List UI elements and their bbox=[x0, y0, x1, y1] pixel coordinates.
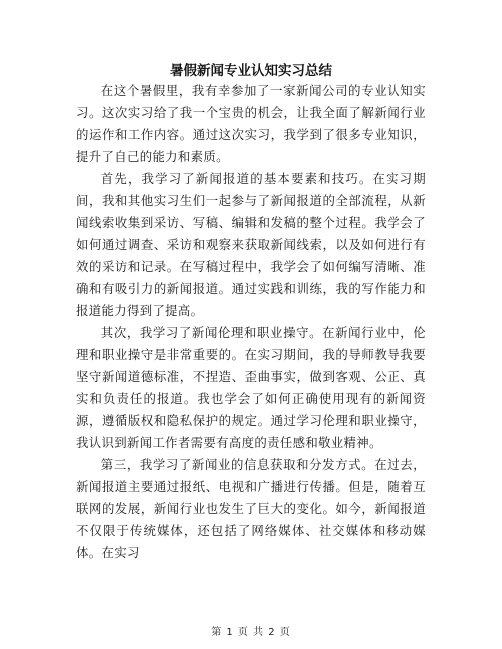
paragraph-third: 第三，我学习了新闻业的信息获取和分发方式。在过去，新闻报道主要通过报纸、电视和广播进行传播。但是，随着互联网的发展，新闻行业也发生了巨大的变化。如今，新闻报道不仅限于传统媒体，还包括了网络媒体、社交媒体和移动媒体。在实习 bbox=[76, 457, 426, 560]
paragraph-intro: 在这个暑假里，我有幸参加了一家新闻公司的专业认知实习。这次实习给了我一个宝贵的机会，让我全面了解新闻行业的运作和工作内容。通过这次实习，我学到了很多专业知识，提升了自己的能力和素质。 bbox=[76, 83, 426, 164]
document-title: 暑假新闻专业认知实习总结 bbox=[170, 63, 332, 79]
document-body bbox=[76, 80, 426, 564]
paragraph-first: 首先，我学习了新闻报道的基本要素和技巧。在实习期间，我和其他实习生们一起参与了新闻报道的全部流程，从新闻线索收集到采访、写稿、编辑和发稿的整个过程。我学会了如何通过调查、采访和观察来获取新闻线索，以及如何进行有效的采访和记录。在写稿过程中，我学会了如何编写清晰、准确和有吸引力的新闻报道。通过实践和训练，我的写作能力和报道能力得到了提高。 bbox=[76, 171, 426, 318]
paragraph-second: 其次，我学习了新闻伦理和职业操守。在新闻行业中，伦理和职业操守是非常重要的。在实习期间，我的导师教导我要坚守新闻道德标准，不捏造、歪曲事实，做到客观、公正、真实和负责任的报道。我也学会了如何正确使用现有的新闻资源，遵循版权和隐私保护的规定。通过学习伦理和职业操守，我认识到新闻工作者需要有高度的责任感和敬业精神。 bbox=[76, 325, 426, 450]
page-number-footer: 第 1 页 共 2 页 bbox=[211, 627, 291, 638]
